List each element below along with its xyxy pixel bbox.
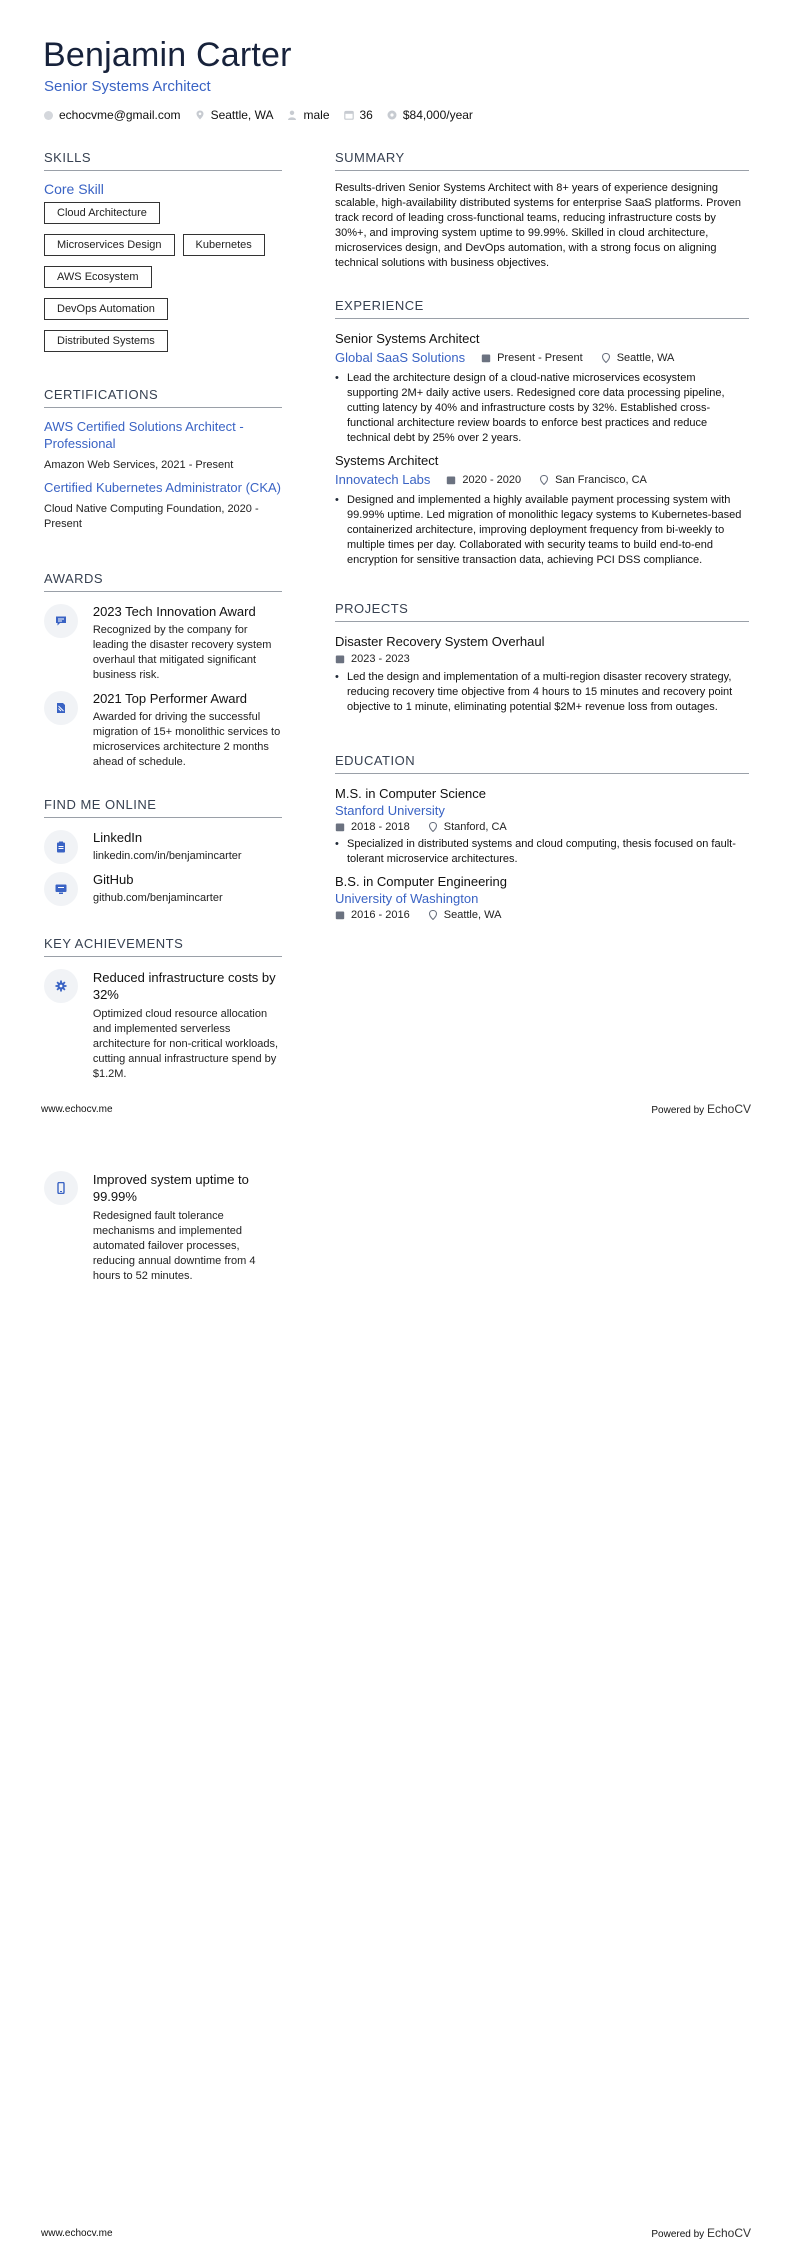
location-pin-icon <box>601 353 611 363</box>
brand-logo: EchoCV <box>706 1102 751 1116</box>
footer-powered-by <box>651 2226 751 2240</box>
online-item[interactable] <box>44 872 282 906</box>
bullet-text: Designed and implemented a highly available payment processing system with 99.99% uptime. Led migration of monolithic legacy systems to Kubernetes-based containerized architecture, improving deployment frequency from bi-weekly to multiple times per day. Collaborated with security teams to build end-to-end encryption for sensitive transaction data, achieving PCI DSS compliance. <box>347 494 742 566</box>
online-title: GitHub <box>93 872 134 887</box>
award-item <box>44 691 282 770</box>
online-url[interactable]: linkedin.com/in/benjamincarter <box>93 850 242 862</box>
bullet-text: Led the design and implementation of a multi-region disaster recovery strategy, reducing recovery time objective from 4 hours to 15 minutes and recovery point objective to 1 minute, eliminating potential $2M+ revenue loss from outages. <box>347 671 733 713</box>
experience-role: Senior Systems Architect <box>335 331 480 346</box>
section-divider <box>335 621 749 622</box>
calendar-icon <box>335 910 345 920</box>
contact-bar <box>44 108 487 122</box>
education-dates: 2016 - 2016 <box>335 909 410 921</box>
powered-label: Powered by <box>651 2229 705 2240</box>
bullet-text: Specialized in distributed systems and cloud computing, thesis focused on fault-tolerant microservice architectures. <box>347 838 736 865</box>
award-desc: Awarded for driving the successful migration of 15+ monolithic services to microservices architecture 2 months ahead of schedule. <box>92 711 281 768</box>
gender-text: male <box>303 108 330 122</box>
location-text: Stanford, CA <box>443 821 507 833</box>
cert-name: AWS Certified Solutions Architect - Professional <box>44 419 244 451</box>
clipboard-icon <box>44 830 78 864</box>
calendar-icon <box>446 475 456 485</box>
online-section <box>44 797 282 906</box>
document-icon <box>44 691 78 725</box>
bullet-text: Lead the architecture design of a cloud-native microservices ecosystem supporting 2M+ daily active users. Redesigned core data processing pipeline, cutting latency by 40% and infrastructure costs by 32%. Established cross-functional architecture review boards to enforce best practices and reduce technical debt by 25% over 2 years. <box>347 372 725 444</box>
contact-salary <box>387 108 473 122</box>
experience-bullet: • Designed and implemented a highly available payment processing system with 99.99% uptime. Led migration of monolithic legacy systems to Kubernetes-based containerized architecture, improving deployment frequency from bi-weekly to multiple times per day. Collaborated with security teams to build end-to-end encryption for sensitive transaction data, achieving PCI DSS compliance. <box>335 493 749 568</box>
skill-tags <box>44 202 282 362</box>
experience-company: Innovatech Labs <box>335 472 431 487</box>
candidate-name: Benjamin Carter <box>43 36 292 74</box>
experience-item <box>335 453 749 568</box>
footer-site-link[interactable]: www.echocv.me <box>41 2228 113 2239</box>
cert-name: Certified Kubernetes Administrator (CKA) <box>44 480 281 495</box>
section-title: KEY ACHIEVEMENTS <box>44 936 184 951</box>
section-title: CERTIFICATIONS <box>44 387 159 402</box>
section-title: SKILLS <box>44 150 92 165</box>
location-pin-icon <box>428 910 438 920</box>
section-divider <box>335 318 749 319</box>
section-title: EDUCATION <box>335 753 416 768</box>
project-item <box>335 634 749 715</box>
date-start: 2023 <box>351 653 376 665</box>
award-title: 2021 Top Performer Award <box>92 691 248 706</box>
date-end: 2023 <box>385 653 410 665</box>
skills-section <box>44 150 282 362</box>
education-item <box>335 874 749 921</box>
date-start: Present <box>497 351 536 364</box>
achievement-item <box>44 1171 282 1284</box>
location-pin-icon <box>539 475 549 485</box>
person-icon <box>287 110 297 120</box>
experience-section <box>335 298 749 568</box>
section-title: SUMMARY <box>335 150 405 165</box>
calendar-icon <box>344 110 354 120</box>
certifications-section <box>44 387 282 532</box>
skill-tag: Distributed Systems <box>44 330 168 352</box>
section-divider <box>44 170 282 171</box>
achievement-title: Reduced infrastructure costs by 32% <box>92 970 276 1002</box>
award-item <box>44 604 282 683</box>
project-title: Disaster Recovery System Overhaul <box>335 634 545 649</box>
skill-tag: Kubernetes <box>183 234 265 256</box>
location-text: Seattle, WA <box>210 108 274 122</box>
date-end: Present <box>544 351 583 364</box>
experience-dates: 2020 - 2020 <box>446 474 521 486</box>
phone-icon <box>44 1171 78 1205</box>
date-end: 2018 <box>385 821 410 833</box>
section-title: AWARDS <box>44 571 104 586</box>
skill-tag: DevOps Automation <box>44 298 168 320</box>
section-divider <box>44 817 282 818</box>
awards-section <box>44 571 282 770</box>
experience-company: Global SaaS Solutions <box>335 350 466 365</box>
education-dates: 2018 - 2018 <box>335 821 410 833</box>
chat-icon <box>44 604 78 638</box>
monitor-icon <box>44 872 78 906</box>
section-title: PROJECTS <box>335 601 409 616</box>
experience-role: Systems Architect <box>335 453 439 468</box>
date-start: 2016 <box>351 909 376 921</box>
education-school: University of Washington <box>335 891 479 906</box>
award-desc: Recognized by the company for leading the disaster recovery system overhaul that mitigated significant business risk. <box>92 624 272 681</box>
date-end: 2016 <box>385 909 410 921</box>
achievement-desc: Redesigned fault tolerance mechanisms and implemented automated failover processes, reducing annual downtime from 4 hours to 52 minutes. <box>92 1210 256 1282</box>
section-divider <box>44 407 282 408</box>
calendar-icon <box>481 353 491 363</box>
contact-email <box>44 108 181 122</box>
education-section <box>335 753 749 921</box>
experience-item <box>335 331 749 446</box>
summary-section <box>335 150 749 271</box>
email-text: echocvme@gmail.com <box>59 108 181 122</box>
skill-tag: Microservices Design <box>44 234 175 256</box>
calendar-icon <box>335 822 345 832</box>
award-title: 2023 Tech Innovation Award <box>92 604 256 619</box>
gear-icon <box>44 969 78 1003</box>
section-divider <box>44 956 282 957</box>
date-start: 2020 <box>462 473 487 486</box>
contact-gender <box>287 108 329 122</box>
experience-location <box>539 474 647 486</box>
online-url[interactable]: github.com/benjamincarter <box>93 892 223 904</box>
education-location <box>428 909 502 921</box>
contact-age <box>344 108 373 122</box>
projects-section <box>335 601 749 715</box>
location-pin-icon <box>195 110 205 120</box>
online-item[interactable] <box>44 830 282 864</box>
section-divider <box>335 773 749 774</box>
coin-icon <box>387 110 397 120</box>
cert-detail: Amazon Web Services, 2021 - Present <box>44 459 234 471</box>
calendar-icon <box>335 654 345 664</box>
project-dates: 2023 - 2023 <box>335 653 749 665</box>
age-text: 36 <box>359 108 373 122</box>
education-degree: M.S. in Computer Science <box>335 786 487 801</box>
online-title: LinkedIn <box>93 830 143 845</box>
location-text: Seattle, WA <box>616 351 675 364</box>
experience-dates: Present - Present <box>481 352 583 364</box>
powered-label: Powered by <box>651 1105 705 1116</box>
brand-logo: EchoCV <box>706 2226 751 2240</box>
experience-bullet: • Lead the architecture design of a cloud-native microservices ecosystem supporting 2M+ daily active users. Redesigned core data processing pipeline, cutting latency by 40% and infrastructure costs by 32%. Established cross-functional architecture review boards to enforce best practices and reduce technical debt by 25% over 2 years. <box>335 371 749 446</box>
education-item <box>335 786 749 867</box>
achievement-desc: Optimized cloud resource allocation and implemented serverless architecture for non-critical workloads, cutting annual infrastructure spend by $1.2M. <box>92 1008 279 1080</box>
education-bullet: • Specialized in distributed systems and cloud computing, thesis focused on fault-tolerant microservice architectures. <box>335 837 749 867</box>
footer-powered-by <box>651 1102 751 1116</box>
date-end: 2020 <box>496 473 522 486</box>
section-divider <box>44 591 282 592</box>
summary-text: Results-driven Senior Systems Architect with 8+ years of experience designing scalable, high-availability distributed systems for enterprise SaaS platforms. Proven track record of leading cross-functional teams, reducing infrastructure costs by 30%+, and improving system uptime to 99.99%. Skilled in cloud architecture, microservices design, and DevOps automation, with a strong focus on aligning technical solutions with business objectives. <box>335 182 741 269</box>
skill-tag: AWS Ecosystem <box>44 266 152 288</box>
skills-subheading: Core Skill <box>44 181 104 197</box>
job-title: Senior Systems Architect <box>44 78 211 95</box>
education-degree: B.S. in Computer Engineering <box>335 874 507 889</box>
achievements-section <box>44 936 282 1082</box>
location-text: Seattle, WA <box>443 909 502 921</box>
footer-site-link[interactable]: www.echocv.me <box>41 1104 113 1115</box>
education-school: Stanford University <box>335 803 445 818</box>
location-pin-icon <box>428 822 438 832</box>
cert-detail: Cloud Native Computing Foundation, 2020 - Present <box>44 503 259 530</box>
skill-tag: Cloud Architecture <box>44 202 160 224</box>
project-bullet: • Led the design and implementation of a multi-region disaster recovery strategy, reducing recovery time objective from 4 hours to 15 minutes and recovery point objective to 1 minute, eliminating potential $2M+ revenue loss from outages. <box>335 670 749 715</box>
section-divider <box>335 170 749 171</box>
achievement-title: Improved system uptime to 99.99% <box>92 1172 249 1204</box>
contact-location <box>195 108 274 122</box>
achievement-item-continued <box>44 1171 282 1284</box>
education-location <box>428 821 507 833</box>
date-start: 2018 <box>351 821 376 833</box>
section-title: EXPERIENCE <box>335 298 424 313</box>
location-text: San Francisco, CA <box>555 473 647 486</box>
achievement-item <box>44 969 282 1082</box>
email-icon <box>44 111 53 120</box>
experience-location <box>601 352 675 364</box>
section-title: FIND ME ONLINE <box>44 797 157 812</box>
salary-text: $84,000/year <box>402 108 473 122</box>
